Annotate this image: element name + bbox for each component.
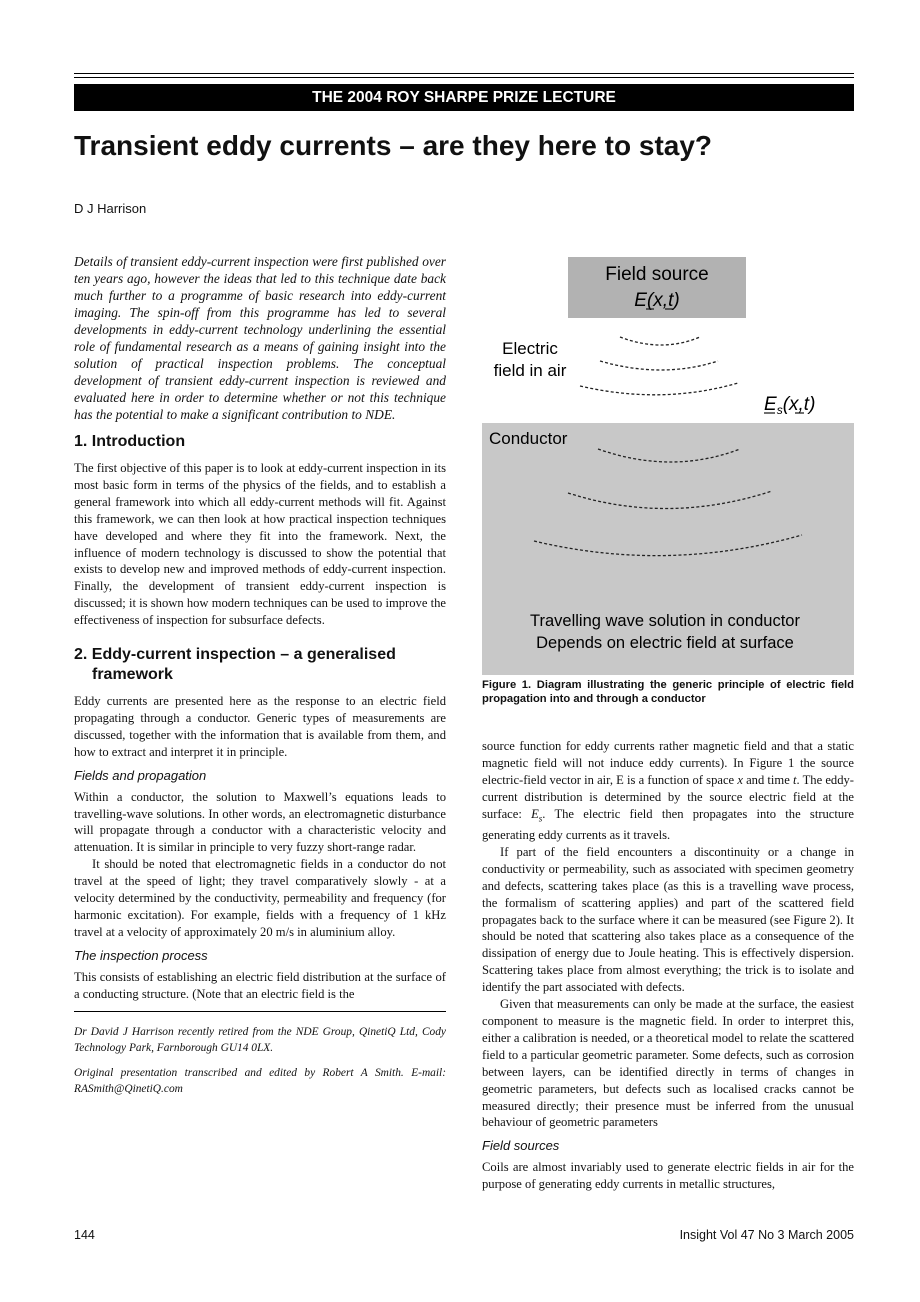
air-label-line-1: Electric: [502, 339, 558, 358]
intro-paragraph: The first objective of this paper is to look at eddy-current inspection in its most basic form in terms of the physics of the fields, and to establish a general framework into which all eddy-current methods will fit. Against this framework, we can then look at how practical inspection techniques have developed and where they fit into the framework. Next, the influence of modern technology is discussed to show the potential that exists to develop new and improved methods of eddy-current inspection. Finally, the development of transient eddy-current inspection is discussed; it is shown how modern techniques can be used to improve the effectiveness of inspection for subsurface defects.: [74, 461, 446, 628]
fields-paragraph-1: Within a conductor, the solution to Maxwell’s equations leads to travelling-wave solutions. In other words, an electromagnetic disturbance will propagate through a conductor with a characteristic velocity and attenuation. It is similar in principle to very fuzzy short-range radar.: [74, 789, 446, 855]
right-paragraph-3: Given that measurements can only be made at the surface, the easiest component to measure is the magnetic field. In order to interpret this, either a calibration is needed, or a theoretical model to relate the scattered field to a particular geometric parameter. Some defects, such as corrosion between layers, can be identified directly in terms of changes in geometric parameters, but defects such as localised cracks cannot be measured directly; their presence must be inferred from the unusual behaviour of geometric parameters: [482, 997, 854, 1130]
footnote-transcription: Original presentation transcribed and edited by Robert A Smith. E-mail: RASmith@QinetiQ.com: [74, 1067, 446, 1096]
heading-field-sources: Field sources: [482, 1138, 560, 1154]
figure-bottom-line-1: Travelling wave solution in conductor: [530, 612, 800, 630]
process-paragraph: This consists of establishing an electric field distribution at the surface of a conducting structure. (Note that an electric field is the: [74, 969, 446, 1001]
heading-introduction: 1. Introduction: [74, 433, 186, 450]
right-paragraph-1: source function for eddy currents rather magnetic field and that a static magnetic field will not induce eddy currents). In Figure 1 the source electric-field vector in air, E is a function of space x and time t. The eddy-current distribution is determined by the source electric field at the surface: $E_s$. The electric field then propagates into the structure generating eddy currents as it travels.: [482, 739, 854, 843]
field-source-title: Field source: [605, 264, 709, 285]
heading-fields-propagation: Fields and propagation: [74, 767, 207, 783]
author: D J Harrison: [74, 201, 147, 216]
air-wavefront-3: [580, 383, 738, 395]
right-column: [482, 738, 854, 1193]
field-sources-paragraph: Coils are almost invariably used to generate electric fields in air for the purpose of generating eddy currents in metallic structures,: [482, 1160, 854, 1192]
top-rule: [74, 73, 854, 74]
footnote-affiliation: Dr David J Harrison recently retired from the NDE Group, QinetiQ Ltd, Cody Technology Park, Farnborough GU14 0LX.: [74, 1026, 446, 1055]
figure-1-diagram: [482, 253, 854, 675]
section-2-paragraph: Eddy currents are presented here as the response to an electric field propagating through a conductor. Generic types of measurements are discussed, together with the information that is available from them, and how to extract and interpret it in principle.: [74, 694, 446, 759]
abstract: Details of transient eddy-current inspection were first published over ten years ago, however the ideas that led to this technique date back much further to a programme of basic research into eddy-current imaging. The spin-off from this programme has led to several developments in eddy-current technology underlining the essential role of fundamental research as a means of gaining insight into the solution of practical inspection problems. The conceptual development of transient eddy-current inspection is reviewed and evaluated here in order to determine whether or not this technique has the potential to make a significant contribution to NDE.: [74, 254, 446, 422]
figure-caption: Figure 1. Diagram illustrating the generic principle of electric field propagation into and through a conductor: [482, 679, 854, 705]
field-source-formula: E(x,t): [634, 290, 680, 311]
heading-section-2: 2. Eddy-current inspection – a generalised framework: [74, 646, 396, 684]
article-title: Transient eddy currents – are they here to stay?: [74, 130, 713, 161]
figure-bottom-line-2: Depends on electric field at surface: [536, 634, 794, 652]
surface-field-label: $E_s(x,t)$: [764, 394, 816, 417]
air-label-line-2: field in air: [493, 361, 567, 380]
conductor-label: Conductor: [489, 429, 568, 448]
fields-paragraph-2: It should be noted that electromagnetic fields in a conductor do not travel at the speed of light; they travel comparatively slowly - at a velocity determined by the conductivity, permeability and frequency (for harmonic excitation). For example, fields with a frequency of 1 kHz travel at a velocity of approximately 20 m/s in aluminium alloy.: [74, 857, 446, 939]
heading-inspection-process: The inspection process: [74, 947, 208, 963]
right-paragraph-2: If part of the field encounters a discontinuity or a change in conductivity or permeability, such as associated with specimen geometry and defects, scattering takes place (as this is a travelling wave process, the formalism of scattering applies) and part of the scattered field propagates back to the surface where it can be measured (see Figure 2). It should be noted that scattering also takes place as a consequence of the dissipation of energy due to Joule heating. This is effectively dispersion. Scattering takes place from almost everything; the trick is to isolate and identify the part associated with defects.: [482, 844, 854, 995]
footnote-rule: [74, 1011, 446, 1012]
air-wavefront-2: [600, 361, 718, 370]
top-rule-2: [74, 77, 854, 78]
page-number: 144: [74, 1228, 95, 1242]
air-wavefront-1: [620, 337, 700, 345]
left-column: [74, 253, 446, 1106]
journal-issue: Insight Vol 47 No 3 March 2005: [679, 1228, 854, 1242]
section-banner: THE 2004 ROY SHARPE PRIZE LECTURE: [74, 84, 854, 111]
